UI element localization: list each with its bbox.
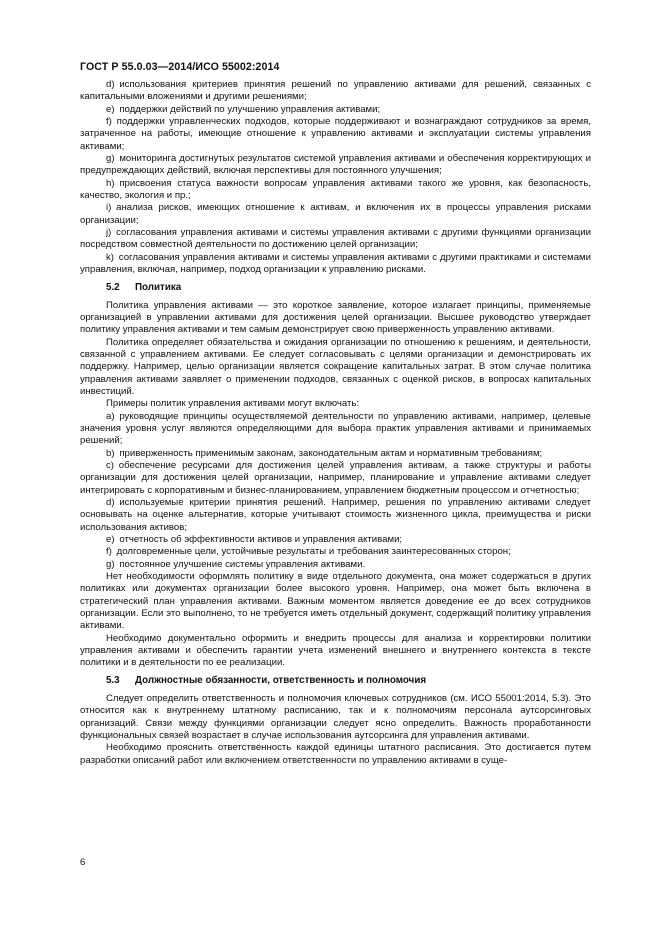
list-item: c) обеспечение ресурсами для достижения целей управления активам, а также структуры и работы организации для достижения целей организации, например, планирование и управление активами следует интегрировать с корпоративным и бизнес-планированием, управлением бюджетным процессом и отчетностью;	[80, 459, 591, 496]
section-heading-5-2	[80, 282, 591, 294]
list-item: g) мониторинга достигнутых результатов системой управления активами и обеспечения корректирующих и предупреждающих действий, включая перспективы для постоянного улучшения;	[80, 153, 591, 177]
section-title: Должностные обязанности, ответственность и полномочия	[135, 674, 427, 686]
document-header: ГОСТ Р 55.0.03—2014/ИСО 55002:2014	[80, 61, 280, 73]
paragraph: Примеры политик управления активами могут включать:	[106, 398, 360, 410]
list-item: i) анализа рисков, имеющих отношение к активам, и включения их в процессы управления рисками организации;	[80, 202, 591, 226]
paragraph: Политика определяет обязательства и ожидания организации по отношению к решениям, и деятельности, связанной с управлением активами. Ее следует согласовывать с целями организации и демонстрировать их поддержку. Например, целью организации является сокращение капитальных затрат. В этом случае политика управления активами заявляет о применении подходов, связанных с оценкой рисков, в вопросах капитальных инвестиций.	[80, 336, 591, 397]
section-number: 5.3	[106, 674, 120, 686]
list-item: j) согласования управления активами и системы управления активами с другими функциями организации посредством совместной деятельности по достижению целей организации;	[80, 227, 591, 251]
list-item: e) поддержки действий по улучшению управления активами;	[106, 103, 381, 115]
list-item: f) поддержки управленческих подходов, которые поддерживают и вознаграждают сотрудников за время, затраченное на работы, имеющие отношение к управлению активами и эксплуатации системы управления активами;	[80, 116, 591, 152]
paragraph: Необходимо документально оформить и внедрить процессы для анализа и корректировки политики управления активами и обеспечить гарантии учета изменений внешнего и внутреннего контекста в тексте политики и в деятельности по ее реализации.	[80, 632, 591, 669]
list-item: a) руководящие принципы осуществляемой деятельности по управлению активами, например, целевые значения уровня услуг являются определяющими для выбора практик управления активами и принимаемых решений;	[80, 410, 591, 447]
paragraph: Политика управления активами — это короткое заявление, которое излагает принципы, применяемые организацией в управлении активами для достижения целей организации. Высшее руководство утверждает политику управления активами и тем самым демонстрирует свою приверженность управлению активами.	[80, 299, 591, 336]
page-content	[80, 79, 591, 767]
paragraph: Следует определить ответственность и полномочия ключевых сотрудников (см. ИСО 55001:2014, 5.3). Это относится как к внутреннему штатному расписанию, так и к полномочиям персонала аутсорсинговых организаций. Связи между функциями организации следует ясно определить. Важность проработанности функциональных связей возрастает в случае использования аутсорсинга для управления активами.	[80, 692, 591, 741]
list-item: d) использования критериев принятия решений по управлению активами для решений, связанных с капитальными вложениями и другими решениями;	[80, 79, 591, 103]
list-item: d) используемые критерии принятия решений. Например, решения по управлению активами следует основывать на оценке альтернатив, которые учитывают стоимость жизненного цикла, преимущества и риски использования активов;	[80, 497, 591, 533]
list-item: k) согласования управления активами и системы управления активами с другими практиками и системами управления, включая, например, подход организации к управлению рисками.	[80, 251, 591, 276]
list-item: b) приверженность применимым законам, законодательным актам и нормативным требованиям;	[106, 447, 543, 459]
section-number: 5.2	[106, 281, 120, 293]
paragraph: Необходимо прояснить ответственность каждой единицы штатного расписания. Это достигается путем разработки описаний работ или включением ответственности по управлению активами в суще-	[80, 742, 591, 766]
section-title: Политика	[135, 281, 182, 293]
list-item: h) присвоения статуса важности вопросам управления активами такого же уровня, как безопасность, качество, экология и пр.;	[80, 177, 591, 202]
list-item: e) отчетность об эффективности активов и управления активами;	[106, 534, 403, 546]
section-heading-5-3	[80, 675, 591, 687]
list-item: f) долговременные цели, устойчивые результаты и требования заинтересованных сторон;	[106, 546, 511, 558]
paragraph: Нет необходимости оформлять политику в виде отдельного документа, она может содержаться в других политиках или документах организации более высокого уровня. Например, она может быть включена в стратегический план управления активами. Важным моментом является доведение ее до всех сотрудников организации. Если это выполнено, то не требуется иметь отдельный документ, содержащий политику управления активами.	[80, 571, 591, 632]
page-number: 6	[80, 857, 86, 868]
list-item: g) постоянное улучшение системы управления активами.	[106, 558, 366, 570]
